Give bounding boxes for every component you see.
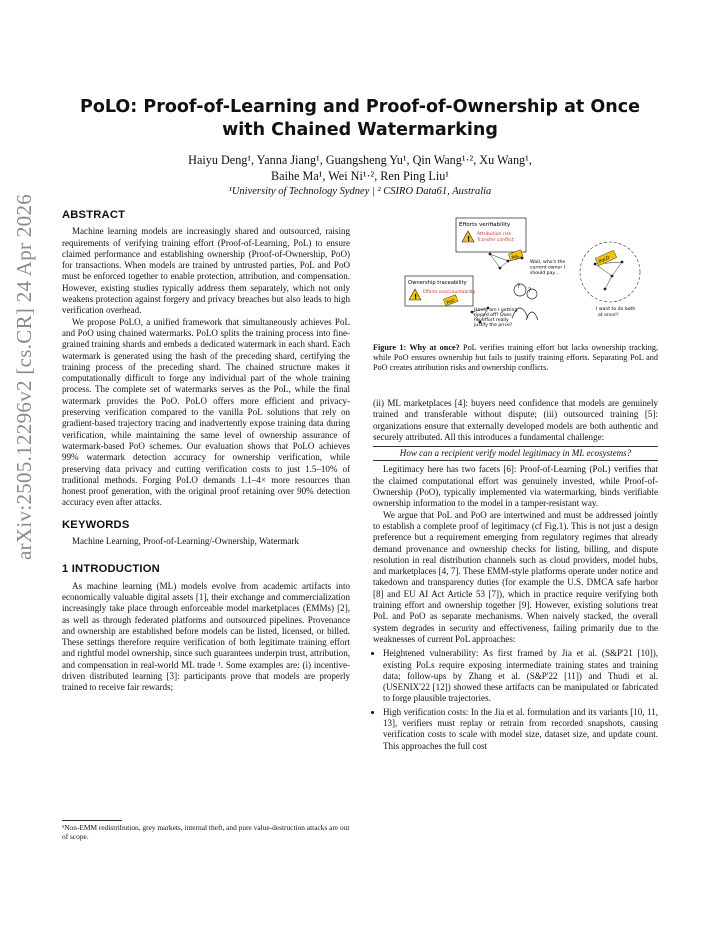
paper-title — [60, 96, 660, 142]
keywords-text: Machine Learning, Proof-of-Learning/-Ownership, Watermark — [72, 536, 299, 547]
right-paragraph-3: We argue that PoL and PoO are intertwined and must be addressed jointly to establish a complete proof of legitimacy (cf Fig.1). This is not just a design preference but a requirement emerging from regulatory regimes that already demand provenance and ownership checks for listing, billing, and dispute resolution in real distribution channels such as cloud providers, model hubs, and marketplaces [4, 7]. These EMM-style platforms operate under notice and takedown and transparency duties (for example the U.S. DMCA safe harbor [8] and EU AI Act Article 53 [7]), which in practice require verifying both training effort and ownership together [9]. However, existing solutions treat PoL and PoO as separate mechanisms. When naively stacked, the overall system degrades in security and effectiveness, failing primarily due to the weaknesses of current PoL approaches: — [373, 509, 658, 644]
authors-line-1: Haiyu Deng¹, Yanna Jiang¹, Guangsheng Yu¹, Qin Wang¹·², Xu Wang¹, — [188, 153, 532, 167]
svg-text:his effort really: his effort really — [474, 318, 509, 323]
intro-paragraph-1: As machine learning (ML) models evolve from academic artifacts into economically valuable digital assets [1], their exchange and commercialization increasingly take place through enforceable model marketplaces (EMMs) [2], as well as through federated platforms and outsourced pipelines. Provenance and ownership are established before models can be listed, licensed, or billed. These settings therefore require verification of both legitimate training effort and rightful model ownership, since such guarantees underpin trust, attribution, and compensation in real-world ML trade ¹. Some examples are: (i) incentive-driven distributed learning [3]: participants prove that models are properly trained to receive fair rewards; — [62, 580, 350, 693]
abstract-heading: ABSTRACT — [62, 209, 126, 221]
person-figure — [512, 284, 538, 320]
traceability-box-title: Ownership traceability — [408, 280, 467, 286]
left-column — [62, 210, 350, 694]
svg-text:!: ! — [467, 235, 471, 243]
verifiability-box-title: Efforts verifiability — [459, 222, 511, 228]
keywords-heading: KEYWORDS — [62, 518, 130, 531]
svg-text:?: ? — [528, 287, 532, 294]
svg-text:at once!!: at once!! — [598, 313, 619, 318]
footnote: ¹Non-EMM redistribution, grey markets, internal theft, and pure value-destruction attacks are out of scope. — [62, 823, 350, 841]
verifiability-risk-2: Transfer conflict — [477, 238, 514, 243]
abstract-paragraph-2: We propose PoLO, a unified framework that simultaneously achieves PoL and PoO using chained watermarks. PoLO splits the training process into fine-grained training shards and embeds a dedicated watermark in each shard. Each watermark is generated using the hash of the preceding shard, certifying the training process of the preceding shard. The chained structure makes it computationally difficult to forge any individual part of the whole training process. The complete set of watermarks serves as the PoL, while the final watermark provides the PoO. PoLO offers more efficient and privacy-preserving verification compared to the vanilla PoL solutions that rely on gradient-based trajectory tracing and inadvertently expose training data during verification, while maintaining the same level of ownership assurance of watermark-based PoO schemes. Our evaluation shows that PoLO achieves 99% watermark detection accuracy for ownership verification, while preserving data privacy and cutting verification costs to just 1.5–10% of traditional methods. Forging PoLO demands 1.1–4× more resources than honest proof generation, with the original proof retaining over 90% detection accuracy even after attacks. — [62, 316, 350, 508]
caption-text: PoL verifies training effort but lacks ownership tracking, while PoO ensures ownership but fails to justify training efforts. Separating PoL and PoO creates attribution risks and ownership conflicts. — [373, 343, 658, 372]
svg-text:PoO: PoO — [445, 297, 456, 306]
caption-label: Figure 1: Why at once? — [373, 343, 460, 352]
right-column — [373, 398, 658, 754]
research-question: How can a recipient verify model legitimacy in ML ecosystems? — [373, 446, 658, 461]
abstract-paragraph-1: Machine learning models are increasingly shared and outsourced, raising requirements of verifying training effort (Proof-of-Learning, PoL) to ensure claimed performance and establishing ownership (Proof-of-Ownership, PoO) for transactions. When models are trained by untrusted parties, PoL and PoO must be enforced together to enable protection, attribution, and compensation. However, existing studies typically address them separately, which not only weakens protection against forgery and privacy breaches but also leads to high verification overhead. — [62, 226, 350, 316]
weakness-list — [373, 648, 658, 752]
list-item-vulnerability: • Heightened vulnerability: As first framed by Jia et al. (S&P'21 [10]), existing PoLs require exposing intermediate training states and training data; follow-ups by Zhang et al. (S&P'22 [11]) and Thudi et al. (USENIX'22 [12]) showed these artifacts can be manipulated or fabricated to forge plausible trajectories. — [383, 648, 658, 704]
affiliation: ¹University of Technology Sydney | ² CSIRO Data61, Australia — [228, 186, 492, 197]
svg-text:PoL: PoL — [510, 252, 520, 261]
svg-text:current owner I: current owner I — [530, 265, 566, 271]
right-paragraph-1: (ii) ML marketplaces [4]: buyers need confidence that models are genuinely trained and transferable without dispute; (iii) outsourced training [5]: organizations ensure that externally developed models are both authentic and securely attributed. All this introduces a fundamental challenge: — [373, 398, 658, 442]
speech-bubble-1: Wait, who's the — [530, 260, 566, 265]
svg-text:ripped off? Does: ripped off? Does — [474, 313, 512, 318]
svg-text:justify the price?: justify the price? — [474, 323, 513, 328]
svg-text:should pay…: should pay… — [530, 271, 560, 276]
title-line-1: PoLO: Proof-of-Learning and Proof-of-Ownership at Once — [80, 97, 640, 117]
arxiv-identifier: arXiv:2505.12296v2 [cs.CR] 24 Apr 2026 — [12, 193, 36, 560]
footnote-rule — [62, 820, 122, 821]
introduction-heading: 1 INTRODUCTION — [62, 563, 160, 576]
list-item-verification-cost: • High verification costs: In the Jia et al. formulation and its variants [10, 11, 13], verifiers must replay or retrain from recorded snapshots, causing verification costs to scale with model size, dataset size, and update count. This approaches the full cost — [383, 707, 658, 752]
traceability-risk-1: Efforts unaccountability — [423, 290, 476, 295]
ambition-circle — [580, 242, 640, 302]
figure-1-caption — [373, 343, 658, 373]
title-line-2: with Chained Watermarking — [222, 120, 498, 140]
verifiability-risk-1: Attribution risk — [477, 232, 512, 237]
author-list — [60, 152, 660, 184]
figure-1-illustration — [400, 214, 645, 336]
right-paragraph-2: Legitimacy here has two facets [6]: Proof-of-Learning (PoL) verifies that the claimed computational effort was genuinely invested, while Proof-of-Ownership (PoO), typically implemented via watermarking, binds verifiable ownership information to the model in a tamper-resistant way. — [373, 464, 658, 509]
speech-bubble-3: I want to do both — [596, 307, 636, 312]
svg-text:Hmm, am I getting: Hmm, am I getting — [474, 308, 518, 313]
svg-text:!: ! — [414, 293, 418, 301]
network-graph-3 — [595, 262, 622, 289]
authors-line-2: Baihe Ma¹, Wei Ni¹·², Ren Ping Liu¹ — [271, 169, 449, 183]
svg-text:?: ? — [517, 283, 521, 290]
svg-text:PoLO: PoLO — [598, 255, 611, 266]
